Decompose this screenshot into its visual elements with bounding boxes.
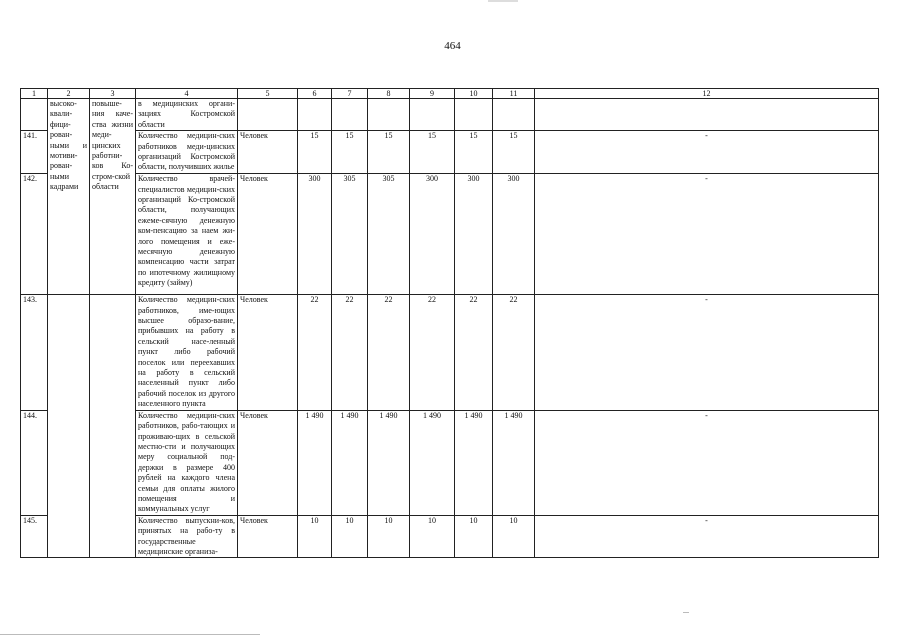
indicator-name: Количество врачей-специалистов медицин-ских организаций Ко-стромской области, получающих ежеме-сячную денежную ком-пенсацию за наем жи-лого помещения и ежe-месячную денежную компенсацию части затрат по ипотечному жилищному кредиту (займу) [136, 174, 238, 295]
measure-description-cell: повыше-ния каче-ства жизни меди-цинских работни-ков Ко-стром-ской области [90, 99, 136, 295]
row-number: 143. [21, 295, 48, 410]
value-col-7: 1 490 [332, 410, 368, 515]
header-col-11: 11 [493, 89, 535, 99]
table-row [21, 295, 879, 410]
indicator-unit: Человек [238, 410, 298, 515]
note-col-12: - [535, 131, 879, 174]
indicator-name: Количество медицин-ских работников меди-цинских организаций Костромской области, получивших жилье [136, 131, 238, 174]
value-col-7: 15 [332, 131, 368, 174]
header-col-6: 6 [298, 89, 332, 99]
note-col-12: - [535, 410, 879, 515]
note-col-12 [535, 99, 879, 131]
note-col-12: - [535, 295, 879, 410]
value-col-11: 1 490 [493, 410, 535, 515]
note-col-12: - [535, 174, 879, 295]
empty-col-2-cell [48, 295, 90, 558]
empty-col-3-cell [90, 295, 136, 558]
header-col-10: 10 [455, 89, 493, 99]
scan-artifact-top [488, 0, 518, 2]
value-col-9 [410, 99, 455, 131]
indicators-table [20, 88, 879, 558]
table-row [21, 410, 879, 515]
table-header-row [21, 89, 879, 99]
value-col-10: 1 490 [455, 410, 493, 515]
table-row [21, 515, 879, 558]
value-col-10: 15 [455, 131, 493, 174]
indicator-unit [238, 99, 298, 131]
value-col-7 [332, 99, 368, 131]
indicator-unit: Человек [238, 174, 298, 295]
scan-artifact-bottom [0, 634, 260, 635]
header-col-2: 2 [48, 89, 90, 99]
value-col-6: 22 [298, 295, 332, 410]
header-col-4: 4 [136, 89, 238, 99]
row-number: 142. [21, 174, 48, 295]
scan-artifact-dot [683, 612, 689, 613]
value-col-8: 10 [368, 515, 410, 558]
indicator-name: Количество выпускни-ков, принятых на рабо-ту в государственные медицинские организа- [136, 515, 238, 558]
table-row [21, 174, 879, 295]
value-col-11: 300 [493, 174, 535, 295]
value-col-8: 22 [368, 295, 410, 410]
value-col-6 [298, 99, 332, 131]
indicator-name: Количество медицин-ских работников, име-ющих высшее образо-вание, прибывших на работу в сельский насе-ленный пункт либо рабочий поселок или переехавших на работу в сельский населенный пункт либо рабочий поселок из другого населенного пункта [136, 295, 238, 410]
indicator-name: Количество медицин-ских работников, рабо-тающих и проживаю-щих в сельской местно-сти и получающих меру социальной под-держки в размере 400 рублей на каждого члена семьи для оплаты жилого помещения и коммунальных услуг [136, 410, 238, 515]
indicator-unit: Человек [238, 131, 298, 174]
header-col-7: 7 [332, 89, 368, 99]
header-col-3: 3 [90, 89, 136, 99]
value-col-7: 22 [332, 295, 368, 410]
row-number: 144. [21, 410, 48, 515]
task-description-cell: высоко-квали-фици-рован-ными и мотиви-рован-ными кадрами [48, 99, 90, 295]
header-col-12: 12 [535, 89, 879, 99]
value-col-9: 10 [410, 515, 455, 558]
value-col-8: 305 [368, 174, 410, 295]
indicator-unit: Человек [238, 295, 298, 410]
value-col-8: 1 490 [368, 410, 410, 515]
value-col-10: 10 [455, 515, 493, 558]
value-col-11 [493, 99, 535, 131]
value-col-8: 15 [368, 131, 410, 174]
value-col-7: 10 [332, 515, 368, 558]
value-col-6: 10 [298, 515, 332, 558]
value-col-11: 22 [493, 295, 535, 410]
header-col-9: 9 [410, 89, 455, 99]
value-col-9: 22 [410, 295, 455, 410]
header-col-1: 1 [21, 89, 48, 99]
value-col-10 [455, 99, 493, 131]
page-number: 464 [444, 40, 461, 52]
table-row [21, 131, 879, 174]
value-col-8 [368, 99, 410, 131]
value-col-10: 300 [455, 174, 493, 295]
value-col-11: 10 [493, 515, 535, 558]
row-number: 145. [21, 515, 48, 558]
value-col-6: 15 [298, 131, 332, 174]
row-number: 141. [21, 131, 48, 174]
header-col-8: 8 [368, 89, 410, 99]
header-col-5: 5 [238, 89, 298, 99]
table-row [21, 99, 879, 131]
value-col-11: 15 [493, 131, 535, 174]
indicator-name: в медицинских органи-зациях Костромской области [136, 99, 238, 131]
value-col-6: 300 [298, 174, 332, 295]
value-col-9: 1 490 [410, 410, 455, 515]
indicator-unit: Человек [238, 515, 298, 558]
value-col-6: 1 490 [298, 410, 332, 515]
value-col-7: 305 [332, 174, 368, 295]
note-col-12: - [535, 515, 879, 558]
row-number [21, 99, 48, 131]
value-col-9: 15 [410, 131, 455, 174]
value-col-9: 300 [410, 174, 455, 295]
value-col-10: 22 [455, 295, 493, 410]
